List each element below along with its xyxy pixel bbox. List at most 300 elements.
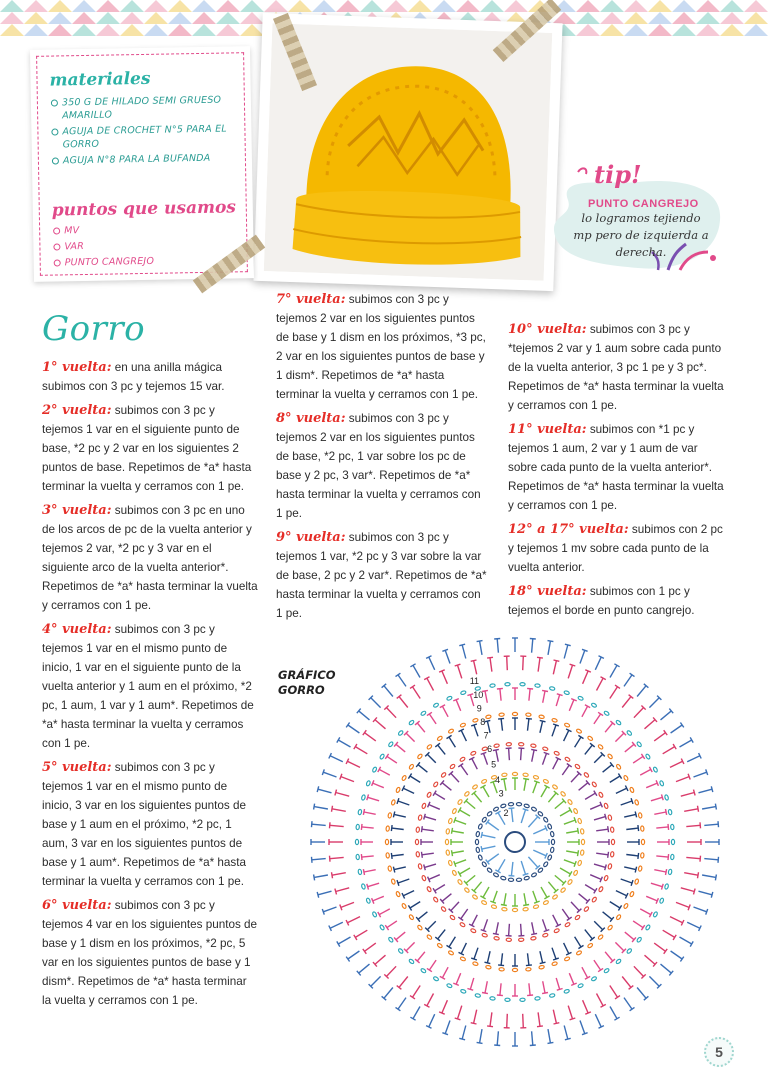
double-crochet-stitch [435, 885, 445, 891]
double-crochet-stitch [590, 805, 601, 810]
double-crochet-stitch [521, 748, 522, 760]
double-crochet-stitch [585, 793, 595, 799]
double-crochet-stitch [452, 851, 464, 853]
chain-stitch [610, 852, 614, 858]
double-crochet-stitch [654, 870, 666, 872]
double-crochet-stitch [610, 665, 617, 677]
double-crochet-stitch [418, 912, 427, 920]
chain-stitch [401, 775, 406, 781]
stitch-top-bar [493, 933, 499, 934]
double-crochet-stitch [332, 809, 346, 812]
zigzag-triangle [312, 0, 336, 12]
chain-stitch [587, 736, 593, 742]
zigzag-triangle [720, 24, 744, 36]
round-paragraph [42, 758, 258, 891]
chain-stitch [547, 854, 552, 860]
stitch-top-bar [537, 657, 543, 658]
chain-stitch [653, 767, 658, 773]
stitch-top-bar [422, 826, 423, 832]
double-crochet-stitch [509, 748, 510, 760]
double-crochet-stitch [680, 937, 692, 944]
double-crochet-stitch [417, 952, 425, 961]
stitch-top-bar [471, 1023, 477, 1024]
double-crochet-stitch [523, 1014, 524, 1028]
zigzag-triangle [168, 12, 192, 24]
stitch-top-bar [557, 989, 563, 991]
chain-stitch [542, 746, 548, 751]
stitch-top-bar [666, 869, 667, 875]
double-crochet-stitch [637, 988, 646, 999]
chain-stitch [598, 792, 603, 798]
stitch-top-bar [424, 814, 426, 820]
zigzag-triangle [384, 0, 408, 12]
zigzag-triangle [144, 0, 168, 12]
double-crochet-stitch [429, 714, 436, 724]
chain-stitch [486, 715, 492, 719]
chain-stitch [608, 815, 612, 821]
round-paragraph [508, 320, 730, 415]
double-crochet-stitch [472, 915, 478, 926]
double-crochet-stitch [458, 665, 462, 678]
zigzag-triangle [72, 12, 96, 24]
double-crochet-stitch [417, 723, 425, 732]
chain-stitch [552, 718, 558, 723]
chain-stitch [472, 784, 478, 790]
double-crochet-stitch [362, 827, 374, 828]
materials-heading: materiales [49, 68, 151, 91]
zigzag-triangle [672, 0, 696, 12]
stitch-top-bar [578, 850, 579, 856]
stitch-top-bar [553, 724, 559, 726]
chain-stitch [519, 742, 524, 746]
double-crochet-stitch [348, 725, 360, 733]
chain-stitch [372, 911, 377, 917]
double-crochet-stitch [624, 867, 636, 870]
stitch-top-bar [554, 1023, 560, 1024]
stitch-top-bar [526, 965, 532, 966]
zigzag-triangle [576, 24, 600, 36]
chain-stitch [379, 754, 385, 760]
chain-stitch [386, 853, 390, 859]
stitch-top-bar [397, 880, 399, 886]
double-crochet-stitch [466, 801, 475, 809]
double-crochet-stitch [564, 645, 568, 659]
stitch-top-bar [534, 901, 540, 903]
double-crochet-stitch [580, 650, 585, 663]
double-crochet-stitch [493, 891, 497, 902]
double-crochet-stitch [413, 1007, 420, 1019]
double-crochet-stitch [671, 951, 683, 959]
double-crochet-stitch [529, 689, 530, 701]
stitch-top-bar [312, 821, 313, 827]
round-paragraph [508, 582, 730, 620]
double-crochet-stitch [460, 810, 470, 816]
zigzag-triangle [288, 0, 312, 12]
chain-stitch [640, 826, 644, 832]
round-label: 4° vuelta: [42, 622, 112, 637]
stitch-top-bar [565, 644, 571, 646]
double-crochet-stitch [484, 919, 488, 930]
double-crochet-stitch [429, 960, 436, 970]
double-crochet-stitch [427, 921, 436, 930]
chain-stitch [576, 950, 582, 955]
double-crochet-stitch [528, 719, 529, 731]
ring-number-label: 5 [491, 759, 497, 770]
double-crochet-stitch [625, 932, 634, 940]
double-crochet-stitch [694, 907, 707, 912]
double-crochet-stitch [533, 850, 546, 856]
round-paragraph [42, 620, 258, 753]
double-crochet-stitch [541, 887, 547, 897]
zigzag-triangle [72, 24, 96, 36]
card-border [36, 52, 248, 276]
double-crochet-stitch [371, 698, 381, 708]
zigzag-triangle [264, 0, 288, 12]
stitch-top-bar [452, 828, 453, 834]
double-crochet-stitch [511, 808, 513, 822]
stitch-top-bar [698, 872, 699, 878]
stitch-top-bar [527, 688, 533, 689]
double-crochet-stitch [452, 831, 464, 833]
stitch-top-bar [718, 857, 719, 863]
double-crochet-stitch [435, 793, 445, 799]
chain-stitch [366, 780, 371, 786]
chain-stitch [531, 744, 537, 748]
chain-stitch [512, 772, 517, 775]
stitch-top-bar [330, 856, 331, 862]
double-crochet-stitch [359, 711, 370, 720]
chain-stitch [519, 938, 524, 942]
stitch-top-bar [544, 930, 550, 932]
stitch-top-bar [490, 901, 496, 903]
double-crochet-stitch [507, 1014, 508, 1028]
double-crochet-stitch [451, 773, 459, 782]
chain-stitch [580, 850, 584, 856]
chain-stitch [533, 904, 539, 909]
double-crochet-stitch [564, 820, 575, 824]
round-text: subimos con 3 pc y tejemos 4 var en los siguientes puntos de base y 1 dism en los próximos, *2 pc, 5 var en los siguientes puntos de base y 1 dism*. Repetimos de *a* hasta terminar la vuelta y cerramos con 1 pe. [42, 899, 258, 1007]
chain-stitch [417, 753, 423, 759]
chain-stitch [523, 773, 529, 777]
chain-stitch [610, 827, 614, 833]
round-paragraph [42, 358, 258, 396]
chain-stitch [581, 839, 584, 844]
list-item: 350 G DE HILADO SEMI GRUESO AMARILLO [50, 93, 236, 122]
crochet-diagram [290, 622, 750, 1062]
double-crochet-stitch [532, 639, 533, 653]
double-crochet-stitch [472, 759, 478, 770]
page-number: 5 [704, 1037, 734, 1067]
stitch-top-bar [638, 825, 639, 831]
double-crochet-stitch [610, 687, 618, 699]
chain-stitch [537, 867, 543, 873]
round-text: subimos con 2 pc y tejemos 1 mv sobre cada punto de la vuelta anterior. [508, 523, 723, 574]
round-label: 9° vuelta: [276, 530, 346, 545]
double-crochet-stitch [458, 1006, 462, 1019]
chain-stitch [358, 809, 362, 815]
chain-stitch [615, 720, 621, 726]
chain-stitch [361, 884, 366, 890]
chain-stitch [418, 863, 422, 869]
instructions-column-2 [276, 290, 488, 628]
stitch-top-bar [498, 718, 504, 719]
double-crochet-stitch [564, 943, 569, 954]
double-crochet-stitch [649, 698, 659, 708]
round-text: subimos con 3 pc y tejemos 2 var en los siguientes puntos de base, *2 pc, 1 var sobre los pc de base y 2 pc, 3 var*. Repetimos de *a* hasta terminar la vuelta y cerramos con 1 pe. [276, 412, 481, 520]
tip-box [548, 160, 728, 278]
double-crochet-stitch [553, 915, 559, 926]
zigzag-triangle [0, 24, 24, 36]
chain-stitch [426, 886, 431, 892]
double-crochet-stitch [398, 998, 406, 1010]
double-crochet-stitch [373, 896, 384, 901]
double-crochet-stitch [680, 740, 692, 747]
stitch-top-bar [537, 1026, 543, 1027]
double-crochet-stitch [442, 1000, 448, 1013]
chain-stitch [476, 847, 480, 853]
double-crochet-stitch [314, 875, 328, 877]
double-crochet-stitch [702, 807, 716, 809]
double-crochet-stitch [485, 981, 487, 993]
zigzag-triangle [24, 0, 48, 12]
double-crochet-stitch [594, 921, 603, 930]
double-crochet-stitch [427, 994, 434, 1006]
zigzag-triangle [120, 12, 144, 24]
chain-stitch [433, 897, 439, 903]
double-crochet-stitch [640, 769, 651, 775]
chain-stitch [460, 956, 466, 961]
double-crochet-stitch [610, 776, 620, 782]
double-crochet-stitch [422, 853, 434, 855]
double-crochet-stitch [398, 675, 406, 687]
chain-stitch [481, 900, 487, 905]
magic-ring [505, 832, 525, 852]
double-crochet-stitch [413, 665, 420, 677]
chain-stitch [539, 715, 545, 719]
double-crochet-stitch [392, 828, 404, 829]
double-crochet-stitch [562, 909, 569, 919]
chain-stitch [587, 943, 593, 949]
chain-stitch [421, 803, 426, 809]
chain-stitch [636, 937, 642, 943]
double-crochet-stitch [524, 893, 526, 905]
stitch-top-bar [335, 889, 337, 895]
zigzag-triangle [72, 0, 96, 12]
double-crochet-stitch [687, 922, 700, 928]
zigzag-triangle [144, 24, 168, 36]
chain-stitch [604, 803, 609, 809]
double-crochet-stitch [624, 675, 632, 687]
materials-card [30, 46, 254, 282]
double-crochet-stitch [394, 867, 406, 870]
chain-stitch [583, 772, 589, 778]
chain-stitch [379, 924, 385, 930]
stitch-top-bar [548, 1042, 554, 1043]
zigzag-triangle [648, 24, 672, 36]
double-crochet-stitch [364, 812, 376, 814]
double-crochet-stitch [616, 788, 627, 793]
double-crochet-stitch [634, 708, 644, 718]
double-crochet-stitch [341, 902, 354, 907]
double-crochet-stitch [676, 902, 689, 907]
double-crochet-stitch [681, 888, 695, 892]
double-crochet-stitch [548, 641, 550, 655]
stitch-top-bar [424, 865, 426, 871]
round-paragraph [276, 409, 488, 523]
double-crochet-stitch [425, 864, 437, 867]
double-crochet-stitch [488, 822, 499, 830]
double-crochet-stitch [474, 793, 482, 802]
stitch-top-bar [322, 769, 324, 775]
double-crochet-stitch [566, 831, 578, 833]
double-crochet-stitch [583, 1000, 589, 1013]
double-crochet-stitch [594, 960, 601, 970]
double-crochet-stitch [387, 708, 397, 718]
double-crochet-stitch [571, 902, 579, 911]
round-text: subimos con 3 pc y tejemos 1 var, *2 pc y 3 var sobre la var de base, 2 pc y 2 var*. Repetimos de *a* hasta terminar la vuelta y cerramos con 1 pe. [276, 531, 487, 620]
chain-stitch [494, 744, 500, 748]
zigzag-triangle [624, 0, 648, 12]
chain-stitch [460, 690, 466, 695]
instructions-column-3 [508, 320, 730, 625]
chain-stitch [543, 779, 549, 784]
double-crochet-stitch [504, 893, 506, 905]
double-crochet-stitch [474, 661, 477, 675]
chain-stitch [591, 897, 597, 903]
stitch-top-bar [454, 861, 456, 867]
chain-stitch [460, 989, 466, 994]
double-crochet-stitch [359, 964, 370, 973]
chain-stitch [421, 875, 426, 881]
materials-list [50, 93, 237, 170]
double-crochet-stitch [579, 894, 588, 902]
double-crochet-stitch [429, 805, 440, 810]
list-item: MV [52, 221, 238, 237]
round-label: 1° vuelta: [42, 360, 112, 375]
double-crochet-stitch [595, 1014, 601, 1027]
stitch-top-bar [706, 769, 708, 775]
stitch-top-bar [662, 884, 664, 890]
chain-stitch [355, 839, 358, 844]
double-crochet-stitch [413, 687, 421, 699]
double-crochet-stitch [330, 922, 343, 928]
chain-stitch [448, 728, 454, 733]
chain-stitch [449, 764, 455, 770]
stitch-top-bar [694, 790, 696, 796]
chain-stitch [500, 876, 506, 881]
double-crochet-stitch [553, 1010, 556, 1024]
stitch-top-bar [531, 933, 537, 934]
double-crochet-stitch [687, 756, 700, 762]
zigzag-triangle [216, 12, 240, 24]
chain-stitch [481, 779, 487, 784]
double-crochet-stitch [583, 671, 589, 684]
zigzag-triangle [744, 12, 768, 24]
double-crochet-stitch [399, 977, 408, 988]
double-crochet-stitch [487, 951, 490, 963]
zigzag-triangle [96, 12, 120, 24]
double-crochet-stitch [442, 706, 448, 717]
zigzag-triangle [360, 0, 384, 12]
chain-stitch [478, 854, 483, 860]
round-paragraph [276, 290, 488, 404]
double-crochet-stitch [575, 937, 581, 947]
chain-stitch [418, 815, 422, 821]
double-crochet-stitch [523, 656, 524, 670]
chain-stitch [464, 791, 470, 797]
zigzag-triangle [192, 24, 216, 36]
round-paragraph [42, 501, 258, 615]
chain-stitch [574, 764, 580, 770]
stitch-top-bar [509, 876, 515, 877]
double-crochet-stitch [488, 854, 499, 862]
zigzag-triangle [600, 0, 624, 12]
chain-stitch [417, 925, 423, 931]
double-crochet-stitch [556, 695, 560, 707]
double-crochet-stitch [490, 658, 492, 672]
stitch-top-bar [544, 752, 550, 754]
double-crochet-stitch [686, 857, 700, 858]
double-crochet-stitch [560, 868, 570, 874]
list-item: AGUJA N°8 PARA LA BUFANDA [51, 151, 237, 167]
double-crochet-stitch [553, 759, 559, 770]
double-crochet-stitch [480, 1029, 482, 1043]
double-crochet-stitch [396, 932, 405, 940]
zigzag-triangle [240, 24, 264, 36]
double-crochet-stitch [373, 783, 384, 788]
chart-title: GRÁFICO GORRO [278, 668, 336, 697]
stitch-top-bar [322, 909, 324, 915]
chain-stitch [486, 965, 492, 969]
chain-stitch [494, 936, 500, 940]
zigzag-triangle [168, 24, 192, 36]
stitch-top-bar [509, 808, 515, 809]
list-item: AGUJA DE CROCHET N°5 PARA EL GORRO [50, 122, 236, 151]
double-crochet-stitch [406, 942, 415, 951]
double-crochet-stitch [605, 723, 613, 732]
chain-stitch [446, 696, 452, 701]
double-crochet-stitch [560, 810, 570, 816]
double-crochet-stitch [656, 856, 668, 857]
chain-stitch [401, 903, 406, 909]
double-crochet-stitch [528, 857, 537, 867]
stitch-top-bar [706, 909, 708, 915]
double-crochet-stitch [484, 753, 488, 764]
chain-stitch [576, 728, 582, 733]
zigzag-triangle [672, 24, 696, 36]
chain-stitch [472, 961, 478, 966]
double-crochet-stitch [663, 930, 675, 937]
chain-stitch [475, 839, 478, 844]
double-crochet-stitch [702, 875, 716, 877]
chain-stitch [537, 811, 543, 817]
double-crochet-stitch [634, 966, 644, 976]
chain-stitch [506, 742, 511, 746]
double-crochet-stitch [564, 730, 569, 741]
stitch-top-bar [540, 720, 546, 721]
chain-stitch [416, 827, 420, 833]
zigzag-triangle [192, 12, 216, 24]
chain-stitch [409, 764, 415, 770]
zigzag-triangle [624, 24, 648, 36]
chain-stitch [481, 861, 487, 867]
zigzag-triangle [672, 12, 696, 24]
chain-stitch [385, 839, 388, 844]
zigzag-triangle [48, 0, 72, 12]
round-label: 12° a 17° vuelta: [508, 522, 629, 537]
chain-stitch [608, 863, 612, 869]
stitch-top-bar [700, 822, 701, 828]
